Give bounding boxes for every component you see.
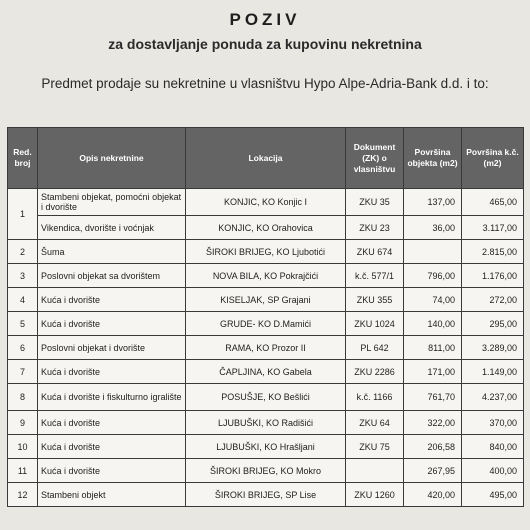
cell-area-object: 322,00 [404, 411, 462, 435]
cell-area-parcel: 370,00 [462, 411, 524, 435]
cell-desc: Kuća i dvorište i fiskulturno igralište [38, 384, 186, 411]
cell-document: PL 642 [346, 336, 404, 360]
cell-document: ZKU 1024 [346, 312, 404, 336]
table-row [8, 384, 524, 411]
cell-area-object: 811,00 [404, 336, 462, 360]
cell-no: 2 [8, 240, 38, 264]
cell-area-parcel: 272,00 [462, 288, 524, 312]
cell-location: KONJIC, KO Konjic I [186, 189, 346, 216]
cell-area-parcel: 3.117,00 [462, 216, 524, 240]
cell-no: 12 [8, 483, 38, 507]
table-row [8, 360, 524, 384]
cell-area-parcel: 295,00 [462, 312, 524, 336]
cell-no: 7 [8, 360, 38, 384]
cell-area-parcel: 2.815,00 [462, 240, 524, 264]
cell-area-object [404, 240, 462, 264]
cell-location: NOVA BILA, KO Pokrajčići [186, 264, 346, 288]
table-header-row [8, 128, 524, 189]
cell-area-parcel: 1.176,00 [462, 264, 524, 288]
cell-document: ZKU 2286 [346, 360, 404, 384]
cell-desc: Poslovni objekat sa dvorištem [38, 264, 186, 288]
cell-area-object: 74,00 [404, 288, 462, 312]
col-header-area-parcel: Površina k.č. (m2) [462, 128, 524, 189]
cell-area-object: 137,00 [404, 189, 462, 216]
cell-document: ZKU 64 [346, 411, 404, 435]
cell-area-object: 206,58 [404, 435, 462, 459]
cell-desc: Poslovni objekat i dvorište [38, 336, 186, 360]
cell-no: 5 [8, 312, 38, 336]
cell-location: KISELJAK, SP Grajani [186, 288, 346, 312]
cell-area-parcel: 1.149,00 [462, 360, 524, 384]
cell-area-parcel: 840,00 [462, 435, 524, 459]
cell-document: ZKU 1260 [346, 483, 404, 507]
table-row [8, 312, 524, 336]
cell-area-object: 761,70 [404, 384, 462, 411]
cell-desc: Stambeni objekat, pomoćni objekat i dvorište [38, 189, 186, 216]
cell-no: 9 [8, 411, 38, 435]
cell-area-object: 267,95 [404, 459, 462, 483]
table-row [8, 216, 524, 240]
cell-no: 11 [8, 459, 38, 483]
cell-desc: Kuća i dvorište [38, 288, 186, 312]
table-row [8, 189, 524, 216]
cell-document: ZKU 23 [346, 216, 404, 240]
cell-area-parcel: 3.289,00 [462, 336, 524, 360]
table-row [8, 459, 524, 483]
table-row [8, 264, 524, 288]
cell-desc: Vikendica, dvorište i voćnjak [38, 216, 186, 240]
cell-area-object: 796,00 [404, 264, 462, 288]
cell-no: 10 [8, 435, 38, 459]
cell-location: GRUDE- KO D.Mamići [186, 312, 346, 336]
cell-desc: Kuća i dvorište [38, 435, 186, 459]
col-header-desc: Opis nekretnine [38, 128, 186, 189]
table-row [8, 435, 524, 459]
page-subtitle: za dostavljanje ponuda za kupovinu nekretnina [108, 36, 422, 52]
cell-document: k.č. 577/1 [346, 264, 404, 288]
cell-no: 8 [8, 384, 38, 411]
cell-no: 6 [8, 336, 38, 360]
cell-area-object: 36,00 [404, 216, 462, 240]
col-header-no: Red. broj [8, 128, 38, 189]
cell-location: POSUŠJE, KO Bešlići [186, 384, 346, 411]
cell-document: ZKU 75 [346, 435, 404, 459]
cell-location: KONJIC, KO Orahovica [186, 216, 346, 240]
cell-document: ZKU 674 [346, 240, 404, 264]
table-row [8, 288, 524, 312]
page-title: POZIV [229, 10, 301, 29]
cell-area-parcel: 400,00 [462, 459, 524, 483]
cell-area-object: 171,00 [404, 360, 462, 384]
table-row [8, 336, 524, 360]
cell-no: 4 [8, 288, 38, 312]
cell-area-parcel: 465,00 [462, 189, 524, 216]
cell-area-object: 140,00 [404, 312, 462, 336]
col-header-document: Dokument (ZK) o vlasništvu [346, 128, 404, 189]
cell-location: ŠIROKI BRIJEG, SP Lise [186, 483, 346, 507]
cell-document: ZKU 35 [346, 189, 404, 216]
cell-location: ČAPLJINA, KO Gabela [186, 360, 346, 384]
col-header-location: Lokacija [186, 128, 346, 189]
intro-text: Predmet prodaje su nekretnine u vlasništvu Hypo Alpe-Adria-Bank d.d. i to: [41, 76, 489, 91]
cell-location: LJUBUŠKI, KO Hrašljani [186, 435, 346, 459]
cell-area-object: 420,00 [404, 483, 462, 507]
cell-document: k.č. 1166 [346, 384, 404, 411]
table-row [8, 483, 524, 507]
cell-location: ŠIROKI BRIJEG, KO Ljubotići [186, 240, 346, 264]
cell-no: 1 [8, 189, 38, 240]
cell-document: ZKU 355 [346, 288, 404, 312]
cell-location: LJUBUŠKI, KO Radišići [186, 411, 346, 435]
table-row [8, 411, 524, 435]
cell-desc: Stambeni objekt [38, 483, 186, 507]
cell-location: RAMA, KO Prozor II [186, 336, 346, 360]
cell-location: ŠIROKI BRIJEG, KO Mokro [186, 459, 346, 483]
cell-desc: Kuća i dvorište [38, 411, 186, 435]
cell-document [346, 459, 404, 483]
cell-desc: Kuća i dvorište [38, 312, 186, 336]
cell-desc: Šuma [38, 240, 186, 264]
col-header-area-object: Površina objekta (m2) [404, 128, 462, 189]
cell-area-parcel: 4.237,00 [462, 384, 524, 411]
cell-desc: Kuća i dvorište [38, 360, 186, 384]
table-row [8, 240, 524, 264]
cell-no: 3 [8, 264, 38, 288]
cell-area-parcel: 495,00 [462, 483, 524, 507]
property-table [7, 127, 524, 507]
cell-desc: Kuća i dvorište [38, 459, 186, 483]
